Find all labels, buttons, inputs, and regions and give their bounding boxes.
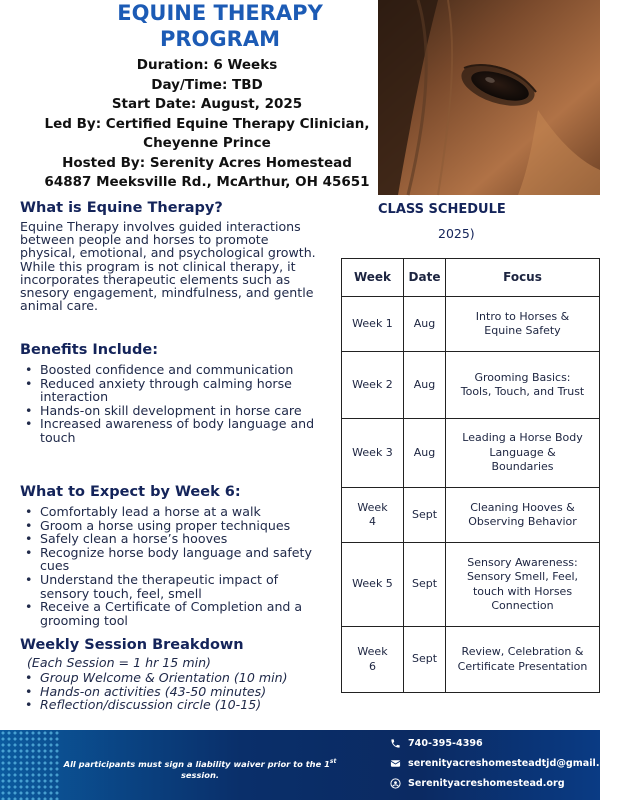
list-item: • Receive a Certificate of Completion and a grooming tool <box>20 600 320 627</box>
breakdown-heading: Weekly Session Breakdown <box>20 637 244 653</box>
benefits-list <box>20 363 320 445</box>
website-url: Serenityacreshomestead.org <box>408 778 565 789</box>
week-cell: Week 2 <box>342 352 404 419</box>
list-item: • Understand the therapeutic impact of sensory touch, feel, smell <box>20 573 320 600</box>
benefits-section <box>20 341 320 445</box>
phone-number: 740-395-4396 <box>408 738 483 749</box>
led-by-line-2: Cheyenne Prince <box>143 135 271 151</box>
waiver-notice <box>50 756 350 781</box>
date-cell: Sept <box>404 543 446 627</box>
email-address: serenityacreshomesteadtjd@gmail.com <box>408 758 622 769</box>
header-week: Week <box>342 259 404 297</box>
horse-photo <box>378 0 600 195</box>
table-header-row <box>342 259 600 297</box>
list-item: • Increased awareness of body language and touch <box>20 417 320 444</box>
week-cell: Week 6 <box>342 627 404 693</box>
week-cell: Week 1 <box>342 297 404 352</box>
title-line-2: PROGRAM <box>160 27 280 51</box>
footer <box>0 730 622 800</box>
table-row <box>342 543 600 627</box>
week-cell: Week 3 <box>342 419 404 488</box>
list-item: • Groom a horse using proper techniques <box>20 519 320 533</box>
breakdown-list <box>20 671 320 712</box>
date-cell: Aug <box>404 352 446 419</box>
schedule-subtitle: 2025) <box>438 226 475 241</box>
breakdown-note: (Each Session = 1 hr 15 min) <box>27 655 211 670</box>
list-item: • Boosted confidence and communication <box>20 363 320 377</box>
program-title <box>90 0 350 52</box>
focus-cell: Sensory Awareness: Sensory Smell, Feel, touch with Horses Connection <box>446 543 600 627</box>
list-item: • Hands-on activities (43-50 minutes) <box>20 685 320 699</box>
expect-list <box>20 505 320 627</box>
list-item: • Reflection/discussion circle (10-15) <box>20 698 320 712</box>
about-text: Equine Therapy involves guided interactions between people and horses to promote physical, emotional, and psychological growth. While this program is not clinical therapy, it incorporates therapeutic elements such as snesory engagement, mindfulness, and gentle animal care. <box>20 219 316 314</box>
list-item: • Group Welcome & Orientation (10 min) <box>20 671 320 685</box>
table-row <box>342 488 600 543</box>
week-cell: Week 5 <box>342 543 404 627</box>
list-item: • Reduced anxiety through calming horse interaction <box>20 377 320 404</box>
email-icon <box>390 758 401 769</box>
focus-cell: Intro to Horses & Equine Safety <box>446 297 600 352</box>
title-line-1: EQUINE THERAPY <box>117 1 323 25</box>
expect-heading: What to Expect by Week 6: <box>20 484 241 500</box>
led-by-line-1: Led By: Certified Equine Therapy Clinician, <box>44 115 370 132</box>
breakdown-section <box>20 636 320 712</box>
date-cell: Aug <box>404 419 446 488</box>
list-item: • Recognize horse body language and safety cues <box>20 546 320 573</box>
focus-cell: Leading a Horse Body Language & Boundaries <box>446 419 600 488</box>
waiver-line-2: session. <box>180 769 220 780</box>
header-focus: Focus <box>446 259 600 297</box>
focus-cell: Review, Celebration & Certificate Presentation <box>446 627 600 693</box>
list-item: • Hands-on skill development in horse care <box>20 404 320 418</box>
waiver-sup: st <box>329 758 337 765</box>
about-heading: What is Equine Therapy? <box>20 200 223 216</box>
table-row <box>342 419 600 488</box>
waiver-line-1: All participants must sign a liability waiver prior to the 1 <box>63 758 330 769</box>
date-cell: Sept <box>404 488 446 543</box>
header-date: Date <box>404 259 446 297</box>
benefits-heading: Benefits Include: <box>20 342 159 358</box>
list-item: • Comfortably lead a horse at a walk <box>20 505 320 519</box>
phone-icon <box>390 738 401 749</box>
website-icon <box>390 778 401 789</box>
duration: Duration: 6 Weeks <box>136 57 278 73</box>
table-row <box>342 352 600 419</box>
hosted-by: Hosted By: Serenity Acres Homestead <box>62 154 352 171</box>
day-time: Day/Time: TBD <box>151 76 263 93</box>
program-info <box>30 56 384 193</box>
week-cell: Week 4 <box>342 488 404 543</box>
focus-cell: Grooming Basics: Tools, Touch, and Trust <box>446 352 600 419</box>
focus-cell: Cleaning Hooves & Observing Behavior <box>446 488 600 543</box>
contact-website[interactable] <box>390 778 565 789</box>
table-row <box>342 297 600 352</box>
date-cell: Sept <box>404 627 446 693</box>
schedule-title: CLASS SCHEDULE <box>378 202 506 217</box>
date-cell: Aug <box>404 297 446 352</box>
schedule-table <box>341 258 600 693</box>
table-row <box>342 627 600 693</box>
list-item: • Safely clean a horse’s hooves <box>20 532 320 546</box>
address: 64887 Meeksville Rd., McArthur, OH 45651 <box>44 174 370 190</box>
contact-email[interactable] <box>390 758 622 769</box>
about-section <box>20 199 320 312</box>
contact-phone[interactable] <box>390 738 483 749</box>
start-date: Start Date: August, 2025 <box>111 96 303 112</box>
expect-section <box>20 483 320 627</box>
